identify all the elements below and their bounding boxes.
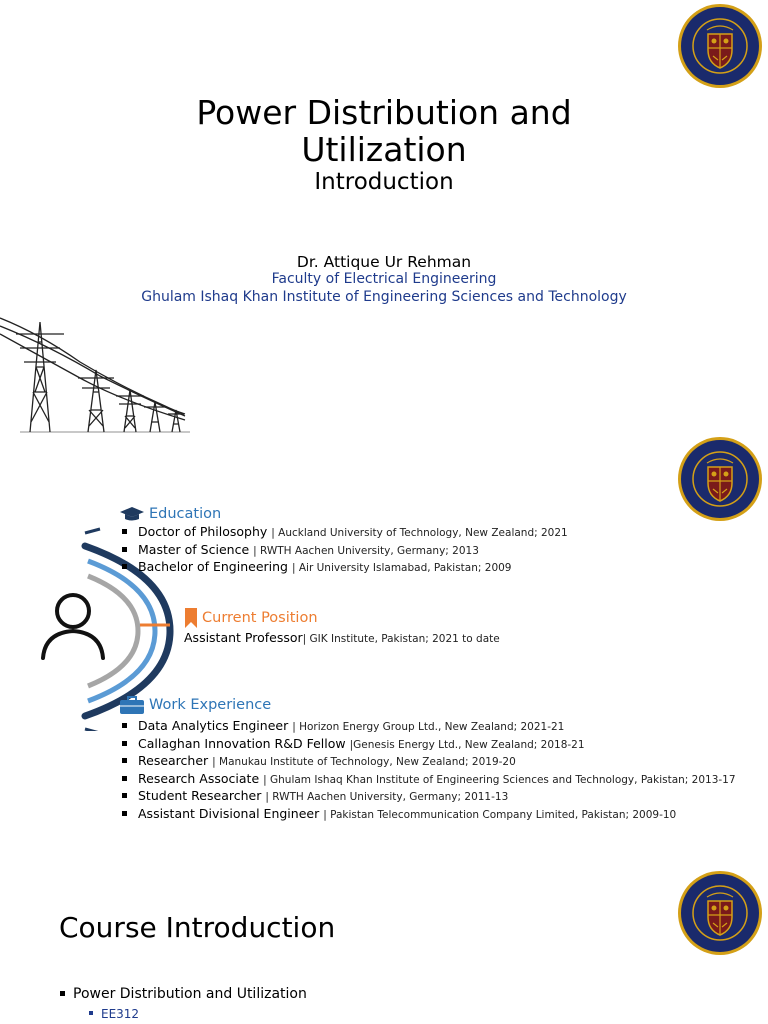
work-item: Research Associate | Ghulam Ishaq Khan Institute of Engineering Sciences and Technology, Pakistan; 2013-17 bbox=[120, 771, 736, 789]
course-list bbox=[60, 984, 307, 1024]
course-item: Power Distribution and Utilization bbox=[60, 984, 307, 1004]
education-item: Bachelor of Engineering | Air University Islamabad, Pakistan; 2009 bbox=[120, 559, 568, 577]
work-experience-list bbox=[120, 718, 736, 823]
subtitle: Introduction bbox=[314, 169, 454, 195]
author-name: Dr. Attique Ur Rehman bbox=[296, 253, 472, 271]
education-item: Master of Science | RWTH Aachen University, Germany; 2013 bbox=[120, 542, 568, 560]
course-code: EE312 bbox=[60, 1004, 307, 1024]
slide-title bbox=[0, 0, 768, 440]
institute-seal-icon bbox=[677, 436, 763, 522]
work-item: Researcher | Manukau Institute of Technology, New Zealand; 2019-20 bbox=[120, 753, 736, 771]
work-item: Student Researcher | RWTH Aachen University, Germany; 2011-13 bbox=[120, 788, 736, 806]
title-line-2: Utilization bbox=[301, 130, 467, 169]
briefcase-icon bbox=[119, 695, 145, 715]
work-item: Assistant Divisional Engineer | Pakistan Telecommunication Company Limited, Pakistan; 2009-10 bbox=[120, 806, 736, 824]
course-introduction-title: Course Introduction bbox=[59, 911, 336, 944]
faculty-name: Faculty of Electrical Engineering bbox=[271, 271, 497, 287]
education-list bbox=[120, 524, 568, 577]
transmission-towers-icon bbox=[0, 312, 200, 436]
current-position-heading: Current Position bbox=[184, 607, 318, 629]
institute-seal-icon bbox=[677, 870, 763, 956]
education-item: Doctor of Philosophy | Auckland University of Technology, New Zealand; 2021 bbox=[120, 524, 568, 542]
slide-profile bbox=[0, 436, 768, 836]
title-line-1: Power Distribution and bbox=[196, 93, 572, 132]
person-icon bbox=[43, 595, 103, 658]
work-experience-heading: Work Experience bbox=[119, 695, 271, 715]
current-position: Assistant Professor| GIK Institute, Pakistan; 2021 to date bbox=[184, 630, 500, 645]
work-item: Data Analytics Engineer | Horizon Energy Group Ltd., New Zealand; 2021-21 bbox=[120, 718, 736, 736]
graduation-cap-icon bbox=[119, 506, 145, 522]
slide-course-introduction bbox=[0, 866, 768, 1024]
institute-name: Ghulam Ishaq Khan Institute of Engineering Sciences and Technology bbox=[141, 289, 627, 305]
work-item: Callaghan Innovation R&D Fellow |Genesis Energy Ltd., New Zealand; 2018-21 bbox=[120, 736, 736, 754]
institute-seal-icon bbox=[677, 3, 763, 89]
education-heading: Education bbox=[119, 506, 221, 522]
bookmark-icon bbox=[184, 607, 198, 629]
